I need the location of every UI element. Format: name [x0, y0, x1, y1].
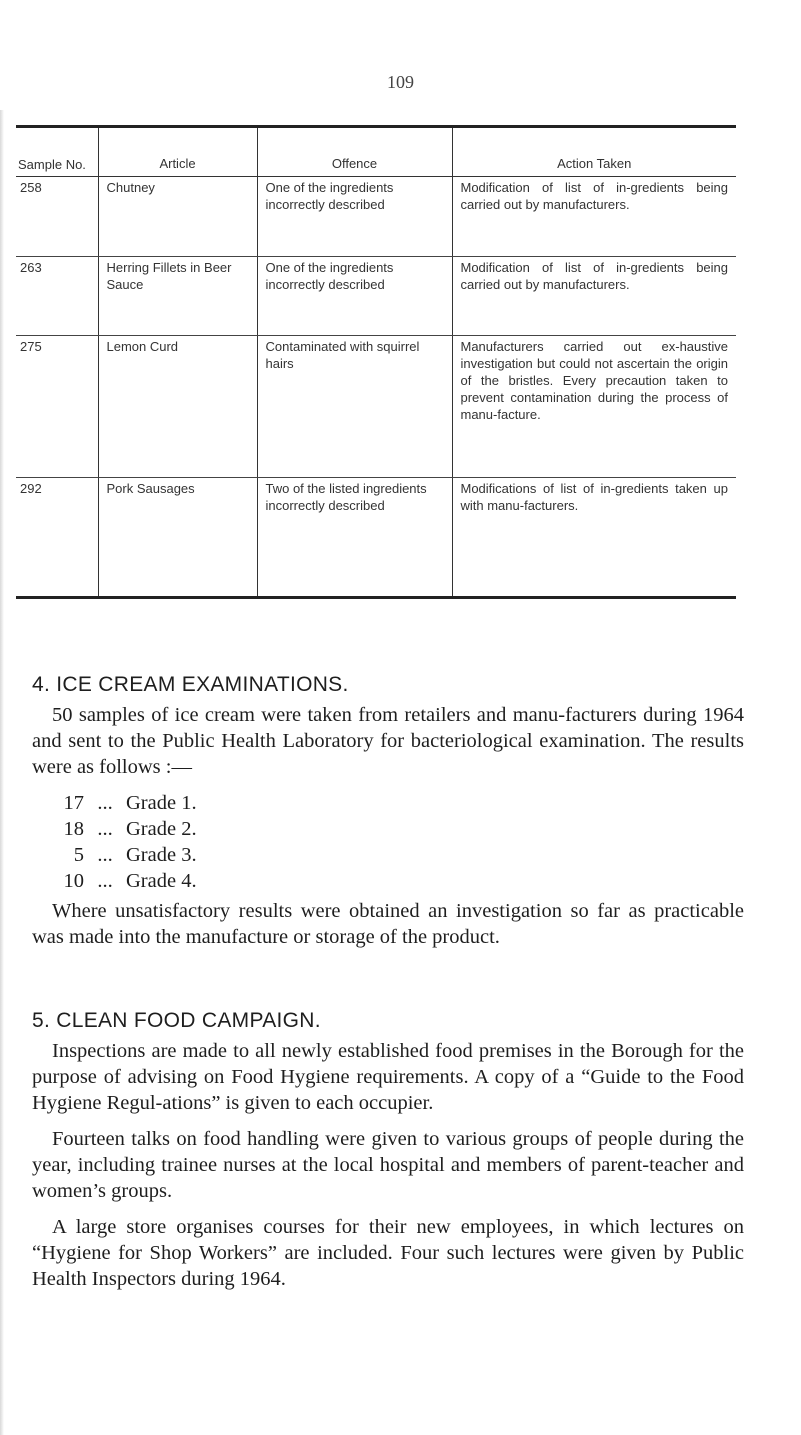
- grade-row: [56, 816, 744, 842]
- clean-food-paragraph: Fourteen talks on food handling were given to various groups of people during the year, including trainee nurses at the local hospital and members of parent-teacher and women’s groups.: [32, 1128, 744, 1202]
- grade-dots: ...: [97, 870, 113, 892]
- ice-cream-conclusion: Where unsatisfactory results were obtained an investigation so far as practicable was made into the manufacture or storage of the product.: [32, 900, 744, 948]
- clean-food-heading: 5. CLEAN FOOD CAMPAIGN.: [32, 1009, 321, 1032]
- cell-action: Manufacturers carried out ex-haustive investigation but could not ascertain the origin of the bristles. Every precaution taken to prevent contamination during the process of manu-facture.: [452, 336, 736, 478]
- cell-offence: One of the ingredients incorrectly described: [257, 177, 452, 257]
- grade-count: 5: [73, 844, 84, 866]
- grade-dots: ...: [97, 818, 113, 840]
- table-row: [16, 177, 736, 257]
- clean-food-paragraph: A large store organises courses for their new employees, in which lectures on “Hygiene for Shop Workers” are included. Four such lectures were given by Public Health Inspectors during 1964.: [32, 1216, 744, 1290]
- table-row: [16, 336, 736, 478]
- grade-label: Grade 1.: [126, 792, 197, 814]
- grade-count: 10: [63, 870, 84, 892]
- page-number: 109: [387, 72, 414, 92]
- offences-table: [16, 125, 736, 599]
- cell-action: Modifications of list of in-gredients taken up with manu-facturers.: [452, 478, 736, 598]
- grade-label: Grade 4.: [126, 870, 197, 892]
- grade-dots: ...: [97, 792, 113, 814]
- page-binding-edge: [0, 110, 4, 1435]
- grade-label: Grade 2.: [126, 818, 197, 840]
- table-row: [16, 478, 736, 598]
- clean-food-paragraph: Inspections are made to all newly established food premises in the Borough for the purpose of advising on Food Hygiene requirements. A copy of a “Guide to the Food Hygiene Regul-ations” is given to each occupier.: [32, 1040, 744, 1114]
- header-offence: Offence: [257, 127, 452, 177]
- grade-count: 17: [63, 792, 84, 814]
- ice-cream-intro: 50 samples of ice cream were taken from retailers and manu-facturers during 1964 and sent to the Public Health Laboratory for bacteriological examination. The results were as follows :—: [32, 704, 744, 778]
- table-row: [16, 257, 736, 336]
- grade-row: [56, 790, 744, 816]
- cell-sample-no: 275: [16, 336, 98, 478]
- cell-offence: One of the ingredients incorrectly described: [257, 257, 452, 336]
- grade-list: [32, 790, 744, 894]
- table-header-row: [16, 127, 736, 177]
- cell-article: Pork Sausages: [98, 478, 257, 598]
- grade-dots: ...: [97, 844, 113, 866]
- cell-article: Lemon Curd: [98, 336, 257, 478]
- grade-row: [56, 842, 744, 868]
- clean-food-section: [32, 1008, 744, 1302]
- grade-count: 18: [63, 818, 84, 840]
- cell-article: Chutney: [98, 177, 257, 257]
- cell-offence: Contaminated with squirrel hairs: [257, 336, 452, 478]
- cell-sample-no: 263: [16, 257, 98, 336]
- grade-label: Grade 3.: [126, 844, 197, 866]
- cell-action: Modification of list of in-gredients being carried out by manufacturers.: [452, 257, 736, 336]
- header-sample-no: Sample No.: [16, 127, 98, 177]
- cell-action: Modification of list of in-gredients being carried out by manufacturers.: [452, 177, 736, 257]
- cell-article: Herring Fillets in Beer Sauce: [98, 257, 257, 336]
- header-action-taken: Action Taken: [452, 127, 736, 177]
- header-article: Article: [98, 127, 257, 177]
- cell-sample-no: 292: [16, 478, 98, 598]
- ice-cream-heading: 4. ICE CREAM EXAMINATIONS.: [32, 673, 349, 696]
- cell-sample-no: 258: [16, 177, 98, 257]
- cell-offence: Two of the listed ingredients incorrectly described: [257, 478, 452, 598]
- grade-row: [56, 868, 744, 894]
- ice-cream-section: [32, 672, 744, 960]
